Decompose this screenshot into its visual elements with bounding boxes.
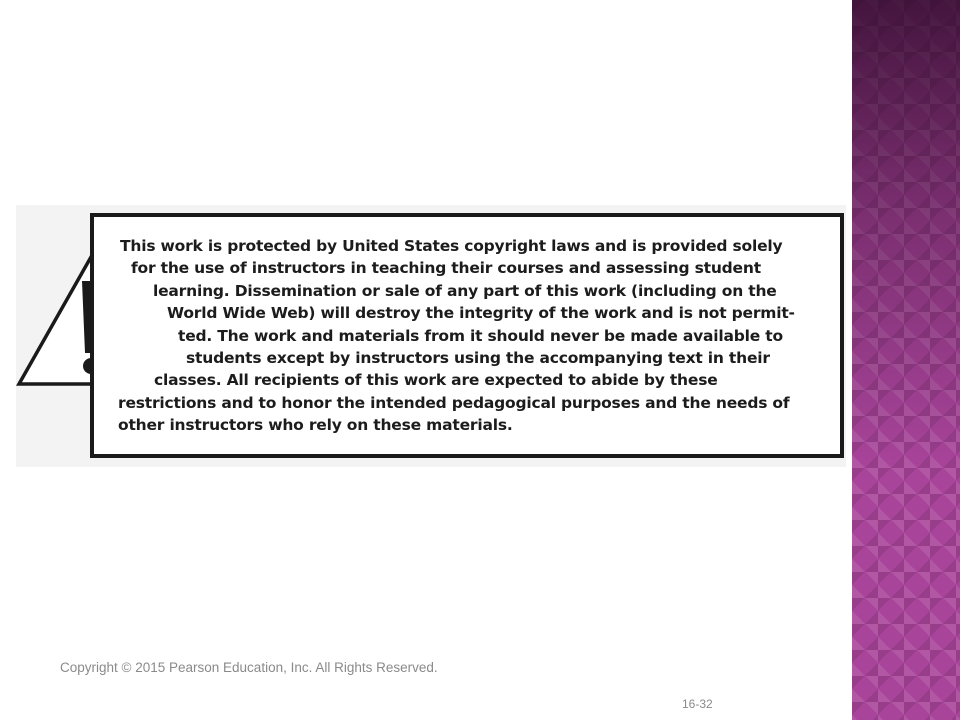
notice-text-box	[90, 213, 844, 458]
decorative-side-band	[852, 0, 960, 720]
notice-line: ted. The work and materials from it should never be made available to	[178, 326, 783, 345]
page-number: 16-32	[682, 697, 713, 711]
notice-text	[114, 235, 829, 437]
notice-line: for the use of instructors in teaching their courses and assessing student	[131, 259, 761, 278]
notice-line: learning. Dissemination or sale of any part of this work (including on the	[153, 281, 777, 300]
copyright-notice-image	[16, 205, 846, 467]
footer-copyright: Copyright © 2015 Pearson Education, Inc. All Rights Reserved.	[60, 660, 438, 675]
notice-line: restrictions and to honor the intended pedagogical purposes and the needs of	[118, 393, 790, 412]
notice-line: classes. All recipients of this work are expected to abide by these	[154, 371, 718, 390]
notice-line: World Wide Web) will destroy the integrity of the work and is not permit-	[167, 304, 795, 323]
notice-line: students except by instructors using the accompanying text in their	[186, 349, 770, 368]
notice-line: other instructors who rely on these materials.	[118, 416, 513, 435]
notice-line: This work is protected by United States copyright laws and is provided solely	[120, 237, 783, 255]
